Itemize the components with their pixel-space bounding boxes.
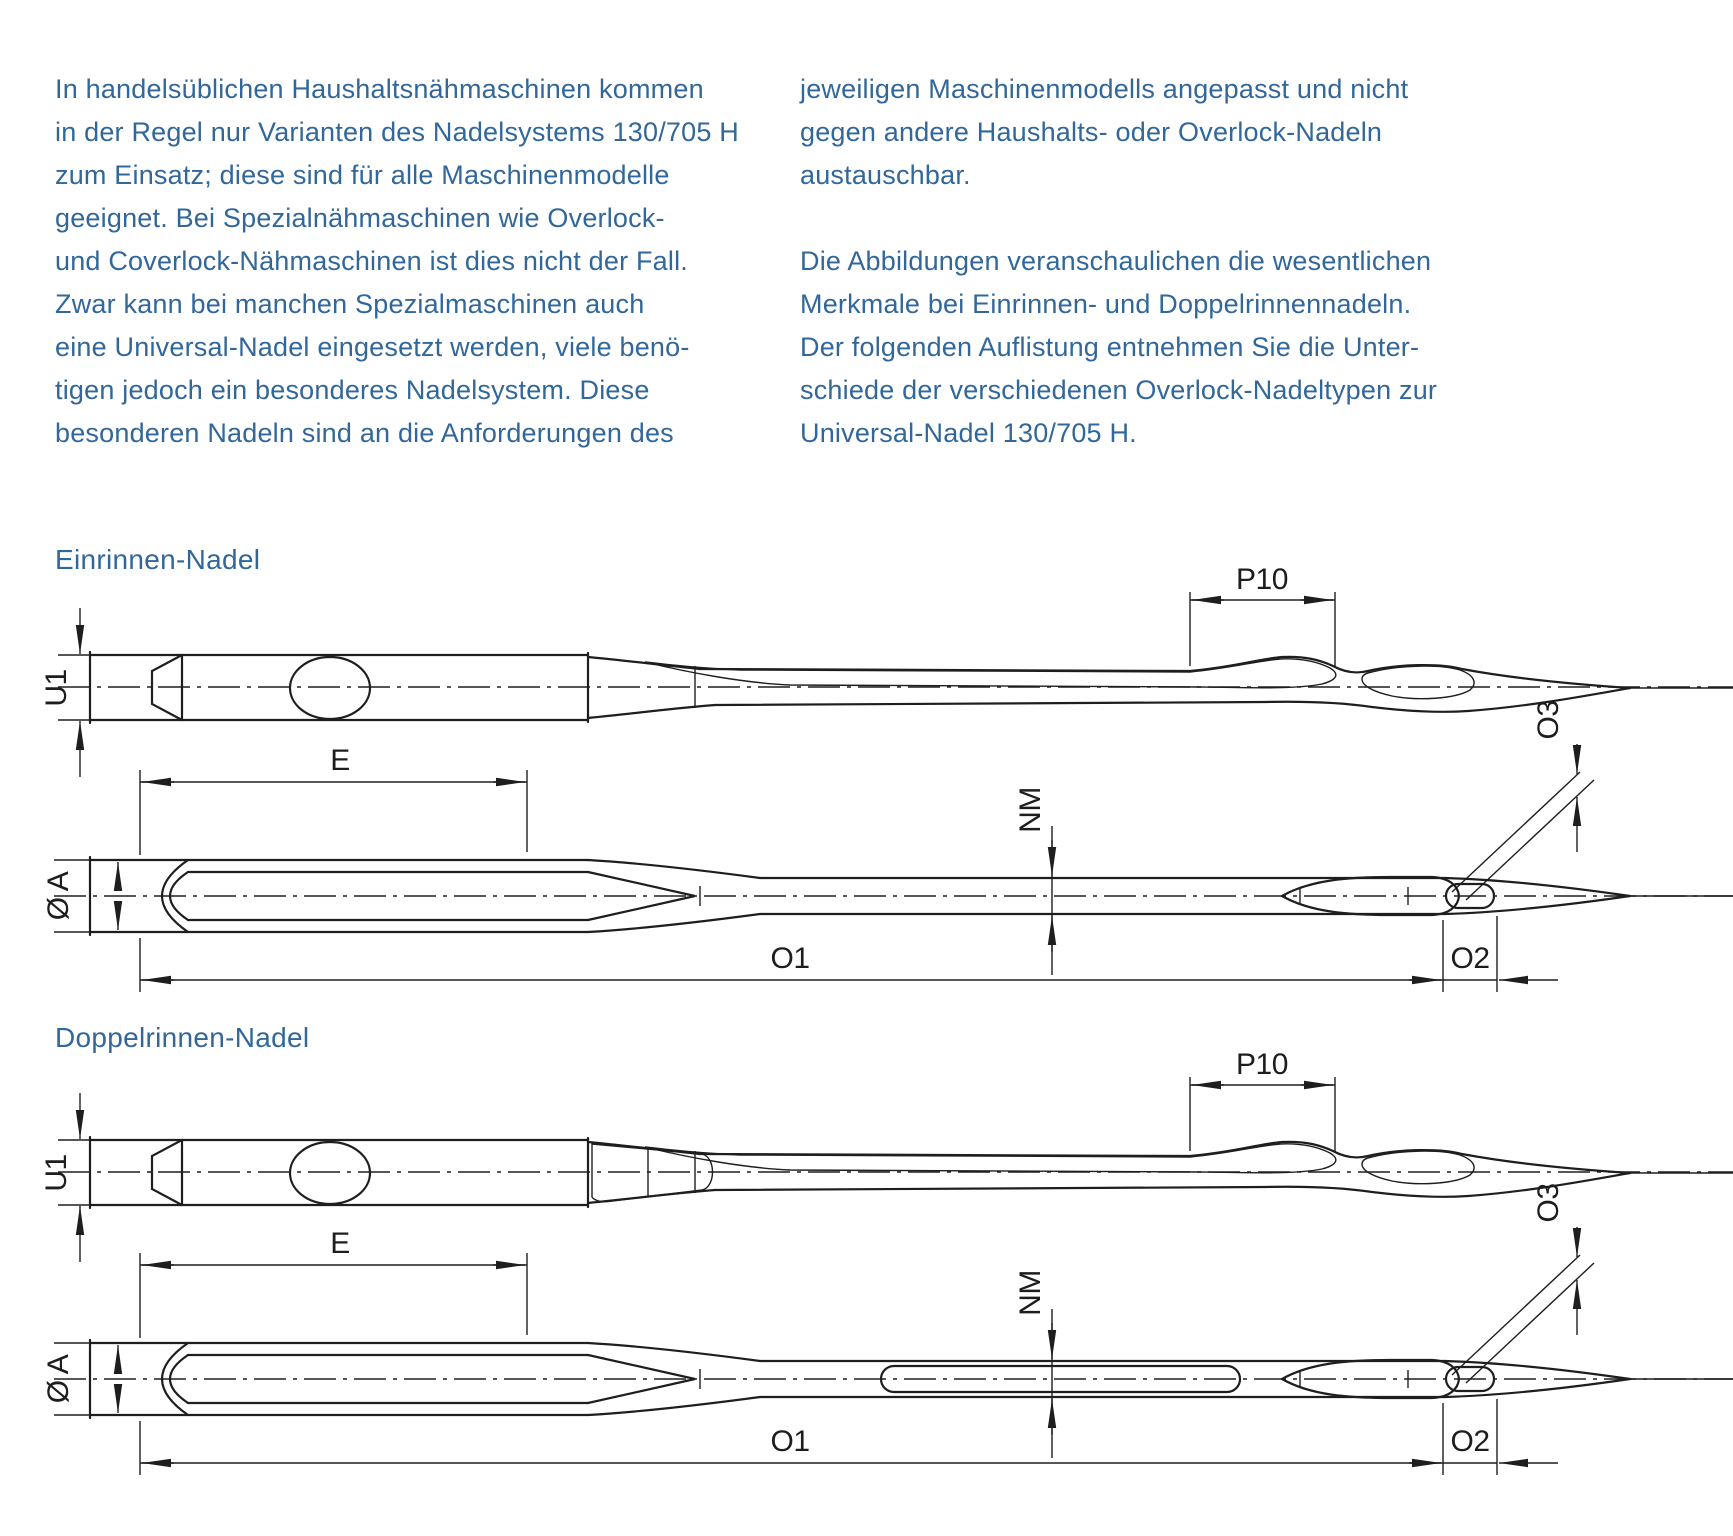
body-line: Der folgenden Auflistung entnehmen Sie die Unter- — [800, 332, 1420, 362]
body-line: zum Einsatz; diese sind für alle Maschinenmodelle — [55, 160, 670, 190]
body-line: Die Abbildungen veranschaulichen die wesentlichen — [800, 246, 1432, 276]
body-line: tigen jedoch ein besonderes Nadelsystem. Diese — [55, 375, 650, 405]
doppelrinnen-diagram — [40, 1048, 1733, 1475]
body-line: gegen andere Haushalts- oder Overlock-Nadeln — [800, 117, 1383, 147]
doppelrinnen-top-view — [40, 1048, 1733, 1262]
dim-label-u1: U1 — [40, 1154, 73, 1192]
dim-label-diameter-a: Ø A — [42, 1354, 75, 1404]
body-line: in der Regel nur Varianten des Nadelsystems 130/705 H — [55, 117, 739, 147]
dim-label-o1: O1 — [770, 942, 810, 975]
dim-label-p10: P10 — [1236, 563, 1288, 596]
dim-label-u1: U1 — [40, 669, 73, 707]
dim-label-e: E — [330, 1227, 350, 1260]
einrinnen-top-view — [40, 563, 1733, 777]
dim-label-o2: O2 — [1450, 942, 1490, 975]
dim-label-diameter-a: Ø A — [42, 871, 75, 921]
body-line: Universal-Nadel 130/705 H. — [800, 418, 1137, 448]
body-line: jeweiligen Maschinenmodells angepasst und nicht — [800, 74, 1409, 104]
diagram-title-doppelrinnen: Doppelrinnen-Nadel — [55, 1022, 310, 1053]
dim-label-nm: NM — [1014, 1270, 1047, 1316]
dim-label-nm: NM — [1014, 787, 1047, 833]
diagram-title-einrinnen: Einrinnen-Nadel — [55, 544, 261, 575]
dim-label-o3: O3 — [1532, 700, 1565, 740]
body-line: schiede der verschiedenen Overlock-Nadeltypen zur — [800, 375, 1438, 405]
dim-label-e: E — [330, 744, 350, 777]
dim-label-o3: O3 — [1532, 1183, 1565, 1223]
body-line: In handelsüblichen Haushaltsnähmaschinen kommen — [55, 74, 704, 104]
doppelrinnen-bottom-view — [42, 1183, 1733, 1475]
einrinnen-diagram — [40, 563, 1733, 992]
body-line: austauschbar. — [800, 160, 971, 190]
body-line: Merkmale bei Einrinnen- und Doppelrinnennadeln. — [800, 289, 1412, 319]
dim-label-p10: P10 — [1236, 1048, 1288, 1081]
einrinnen-bottom-view — [42, 700, 1733, 992]
body-line: eine Universal-Nadel eingesetzt werden, viele benö- — [55, 332, 690, 362]
body-line: und Coverlock-Nähmaschinen ist dies nicht der Fall. — [55, 246, 688, 276]
body-line: geeignet. Bei Spezialnähmaschinen wie Overlock- — [55, 203, 665, 233]
body-line: besonderen Nadeln sind an die Anforderungen des — [55, 418, 674, 448]
dim-label-o1: O1 — [770, 1425, 810, 1458]
body-line: Zwar kann bei manchen Spezialmaschinen auch — [55, 289, 645, 319]
dim-label-o2: O2 — [1450, 1425, 1490, 1458]
